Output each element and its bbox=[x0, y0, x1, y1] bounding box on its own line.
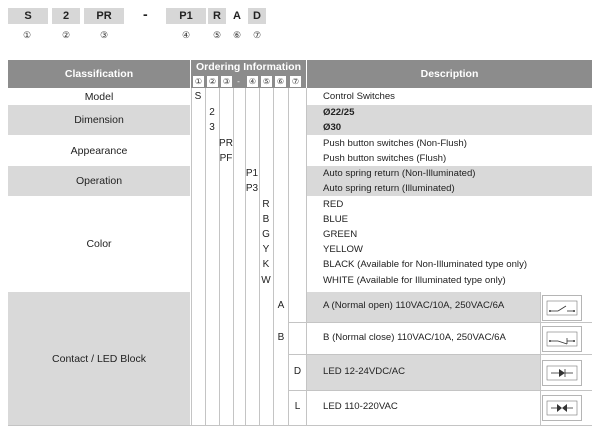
code-segment-dimension: 2 bbox=[52, 8, 80, 24]
desc-contact-b: B (Normal close) 110VAC/10A, 250VAC/6A bbox=[323, 332, 506, 343]
ordering-number-6: ⑥ bbox=[276, 77, 285, 86]
ordering-number-dash: - bbox=[237, 77, 240, 86]
desc-color-green: GREEN bbox=[323, 229, 358, 240]
classification-dimension: Dimension bbox=[74, 114, 124, 126]
led-ac-icon bbox=[542, 395, 582, 421]
code-led-l: L bbox=[294, 401, 301, 412]
code-segment-model: S bbox=[8, 8, 48, 24]
ordering-number-7: ⑦ bbox=[291, 77, 300, 86]
normally-closed-contact-icon bbox=[542, 326, 582, 352]
code-segment-color: R bbox=[208, 8, 226, 24]
classification-color: Color bbox=[86, 238, 112, 250]
code-color-black: K bbox=[262, 259, 270, 270]
desc-dimension-1: Ø22/25 bbox=[323, 107, 355, 118]
code-segment-led: D bbox=[248, 8, 266, 24]
code-number-6: ⑥ bbox=[232, 30, 242, 40]
desc-model: Control Switches bbox=[323, 91, 395, 102]
code-color-yellow: Y bbox=[262, 244, 270, 255]
desc-color-blue: BLUE bbox=[323, 214, 349, 225]
code-operation-1: P1 bbox=[245, 168, 259, 179]
desc-led-l: LED 110-220VAC bbox=[323, 401, 398, 412]
ordering-number-1: ① bbox=[194, 77, 203, 86]
desc-contact-a: A (Normal open) 110VAC/10A, 250VAC/6A bbox=[323, 300, 505, 311]
desc-appearance-1: Push button switches (Non-Flush) bbox=[323, 138, 467, 149]
led-dc-icon bbox=[542, 360, 582, 386]
ordering-number-5: ⑤ bbox=[262, 77, 271, 86]
desc-operation-1: Auto spring return (Non-Illuminated) bbox=[323, 168, 476, 179]
normally-open-contact-icon bbox=[542, 295, 582, 321]
code-model: S bbox=[194, 91, 202, 102]
code-color-red: R bbox=[262, 199, 270, 210]
ordering-number-4: ④ bbox=[248, 77, 257, 86]
code-segment-contact: A bbox=[228, 8, 246, 24]
code-led-d: D bbox=[293, 366, 302, 377]
code-number-3: ③ bbox=[99, 30, 109, 40]
code-color-white: W bbox=[261, 275, 271, 286]
classification-model: Model bbox=[84, 91, 114, 103]
classification-appearance: Appearance bbox=[70, 145, 128, 157]
code-number-5: ⑤ bbox=[212, 30, 222, 40]
desc-color-white: WHITE (Available for Illuminated type only) bbox=[323, 275, 506, 286]
code-dimension-1: 2 bbox=[209, 107, 215, 118]
desc-dimension-2: Ø30 bbox=[323, 122, 342, 133]
header-description: Description bbox=[307, 60, 592, 88]
code-operation-2: P3 bbox=[245, 183, 259, 194]
desc-led-d: LED 12-24VDC/AC bbox=[323, 366, 406, 377]
desc-color-red: RED bbox=[323, 199, 344, 210]
classification-contact-led: Contact / LED Block bbox=[52, 352, 146, 365]
classification-operation: Operation bbox=[75, 175, 123, 187]
code-appearance-1: PR bbox=[219, 138, 233, 149]
ordering-number-3: ③ bbox=[222, 77, 231, 86]
code-number-2: ② bbox=[61, 30, 71, 40]
desc-operation-2: Auto spring return (Illuminated) bbox=[323, 183, 455, 194]
header-ordering-information: Ordering Information bbox=[191, 60, 306, 88]
code-number-1: ① bbox=[22, 30, 32, 40]
code-number-7: ⑦ bbox=[252, 30, 262, 40]
desc-appearance-2: Push button switches (Flush) bbox=[323, 153, 447, 164]
code-segment-operation: P1 bbox=[166, 8, 206, 24]
desc-color-black: BLACK (Available for Non-Illuminated type only) bbox=[323, 259, 528, 270]
code-segment-appearance: PR bbox=[84, 8, 124, 24]
code-appearance-2: PF bbox=[219, 153, 233, 164]
ordering-number-2: ② bbox=[208, 77, 217, 86]
code-number-4: ④ bbox=[181, 30, 191, 40]
code-contact-a: A bbox=[277, 300, 285, 311]
code-contact-b: B bbox=[277, 332, 285, 343]
code-dimension-2: 3 bbox=[209, 122, 215, 133]
header-classification: Classification bbox=[8, 60, 190, 88]
code-dash: - bbox=[143, 6, 148, 22]
code-color-green: G bbox=[262, 229, 270, 240]
code-color-blue: B bbox=[262, 214, 270, 225]
desc-color-yellow: YELLOW bbox=[323, 244, 363, 255]
